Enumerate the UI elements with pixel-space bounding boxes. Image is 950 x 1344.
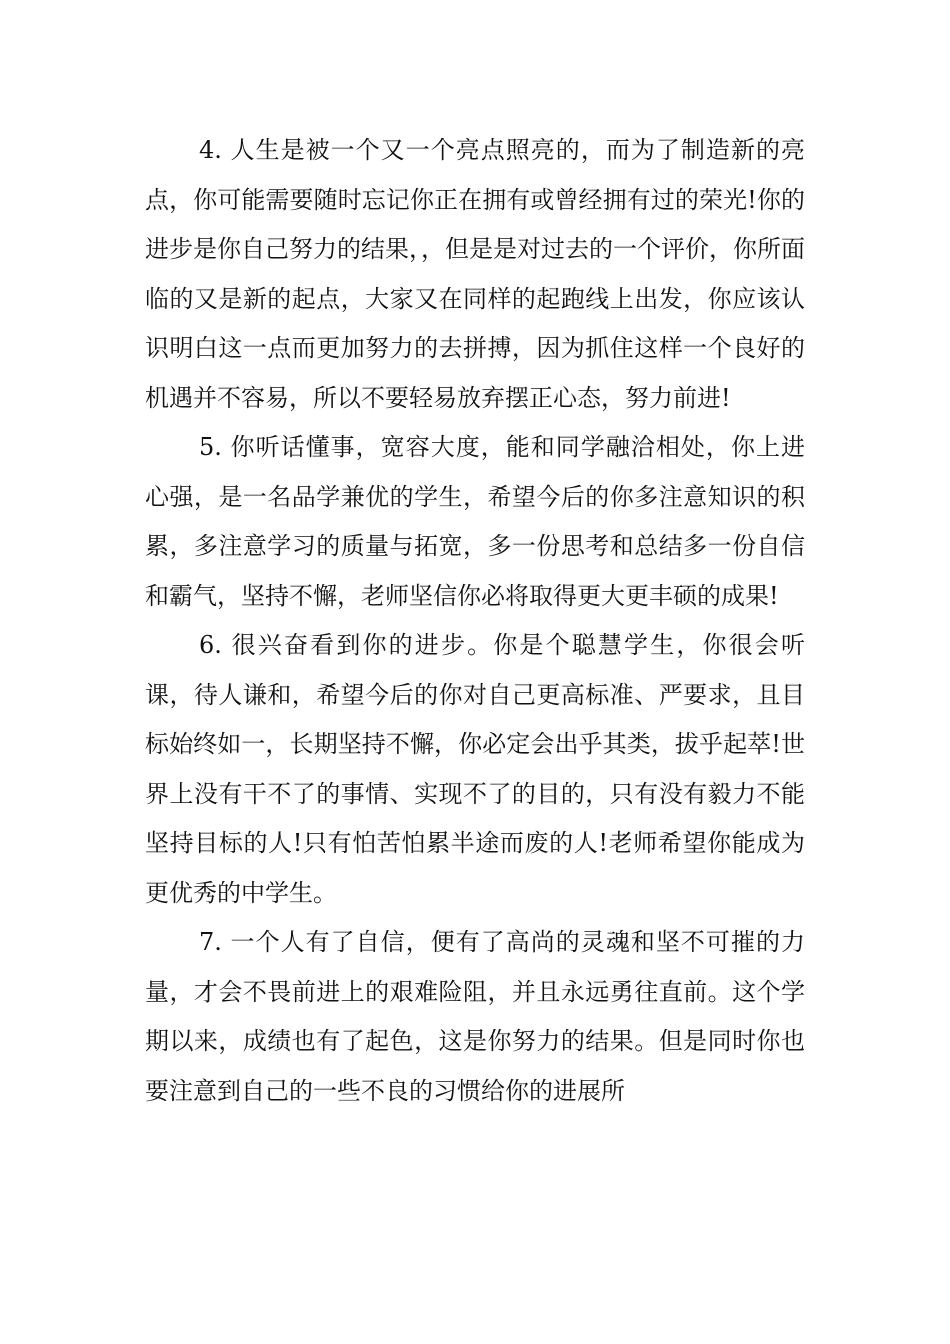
paragraph-5: 5. 你听话懂事，宽容大度，能和同学融洽相处，你上进心强，是一名品学兼优的学生，希望今后的你多注意知识的积累，多注意学习的质量与拓宽，多一份思考和总结多一份自信和霸气，坚持不懈，老师坚信你必将取得更大更丰硕的成果! bbox=[145, 433, 805, 610]
document-page bbox=[145, 126, 805, 1116]
paragraph-6: 6. 很兴奋看到你的进步。你是个聪慧学生，你很会听课，待人谦和，希望今后的你对自己更高标准、严要求，且目标始终如一，长期坚持不懈，你必定会出乎其类，拔乎起萃!世界上没有干不了的事情、实现不了的目的，只有没有毅力不能坚持目标的人!只有怕苦怕累半途而废的人!老师希望你能成为更优秀的中学生。 bbox=[145, 631, 805, 907]
paragraph-7: 7. 一个人有了自信，便有了高尚的灵魂和坚不可摧的力量，才会不畏前进上的艰难险阻，并且永远勇往直前。这个学期以来，成绩也有了起色，这是你努力的结果。但是同时你也要注意到自己的一些不良的习惯给你的进展所 bbox=[145, 928, 805, 1105]
paragraph-4: 4. 人生是被一个又一个亮点照亮的，而为了制造新的亮点，你可能需要随时忘记你正在拥有或曾经拥有过的荣光!你的进步是你自己努力的结果，，但是是对过去的一个评价，你所面临的又是新的起点，大家又在同样的起跑线上出发，你应该认识明白这一点而更加努力的去拼搏，因为抓住这样一个良好的机遇并不容易，所以不要轻易放弃摆正心态，努力前进! bbox=[145, 136, 805, 412]
